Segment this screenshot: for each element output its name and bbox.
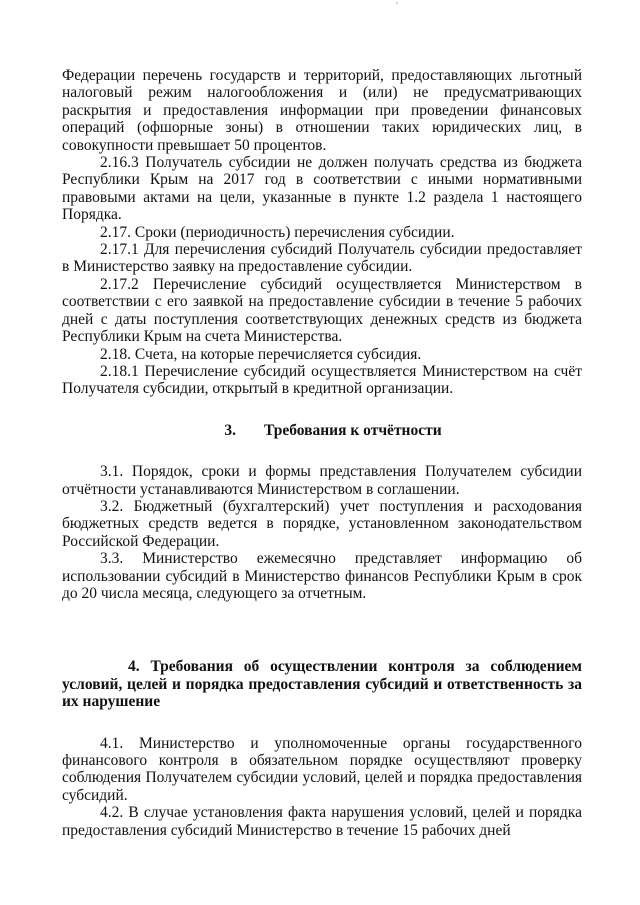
paragraph-2-17: 2.17. Сроки (периодичность) перечисления субсидии. (100, 223, 455, 241)
paragraph-3-1: 3.1. Порядок, сроки и формы представления Получателем субсидии отчётности устанавливаются Министерством в соглашении. (62, 463, 582, 498)
paragraph-2-18-1: 2.18.1 Перечисление субсидий осуществляется Министерством на счёт Получателя субсидии, открытый в кредитной организации. (62, 362, 582, 398)
paragraph-3-2: 3.2. Бюджетный (бухгалтерский) учет поступления и расходования бюджетных средств ведется в порядке, установленном законодательством Российской Федерации. (62, 497, 582, 550)
paragraph-3-3: 3.3. Министерство ежемесячно представляет информацию об использовании субсидий в Министерство финансов Республики Крым в срок до 20 числа месяца, следующего за отчетным. (62, 550, 582, 602)
paragraph-2-16-3: 2.16.3 Получатель субсидии не должен получать средства из бюджета Республики Крым на 2017 год в соответствии с иными нормативными правовыми актами на цели, указанные в пункте 1.2 раздела 1 настоящего Порядка. (62, 154, 582, 224)
paragraph-2-17-2: 2.17.2 Перечисление субсидий осуществляется Министерством в соответствии с его заявкой на предоставление субсидии в течение 5 рабочих дней с даты поступления соответствующих денежных средств из бюджета Республики Крым на счета Министерства. (62, 275, 582, 346)
paragraph-4-2: 4.2. В случае установления факта нарушения условий, целей и порядка предоставления субсидий Министерство в течение 15 рабочих дней (62, 804, 582, 839)
paragraph-2-17-1: 2.17.1 Для перечисления субсидий Получатель субсидии предоставляет в Министерство заявку на предоставление субсидии. (62, 241, 582, 276)
section-3-number: 3. (224, 421, 236, 439)
scan-mark: ' (396, 1, 398, 12)
paragraph-4-1: 4.1. Министерство и уполномоченные органы государственного финансового контроля в обязательном порядке осуществляют проверку соблюдения Получателем субсидии условий, целей и порядка предоставления субсидий. (62, 734, 582, 804)
section-4-heading: 4. Требования об осуществлении контроля за соблюдением условий, целей и порядка предоставления субсидий и ответственность за их нарушение (62, 658, 582, 711)
document-body (62, 67, 582, 839)
section-3-title: Требования к отчётности (263, 421, 442, 439)
paragraph-2-18: 2.18. Счета, на которые перечисляется субсидия. (100, 345, 422, 363)
paragraph-offshore: Федерации перечень государств и территорий, предоставляющих льготный налоговый режим налогообложения и (или) не предусматривающих раскрытия и предоставления информации при проведении финансовых операций (офшорные зоны) в отношении таких юридических лиц, в совокупности превышает 50 процентов. (62, 67, 582, 154)
section-3-heading (62, 422, 582, 439)
